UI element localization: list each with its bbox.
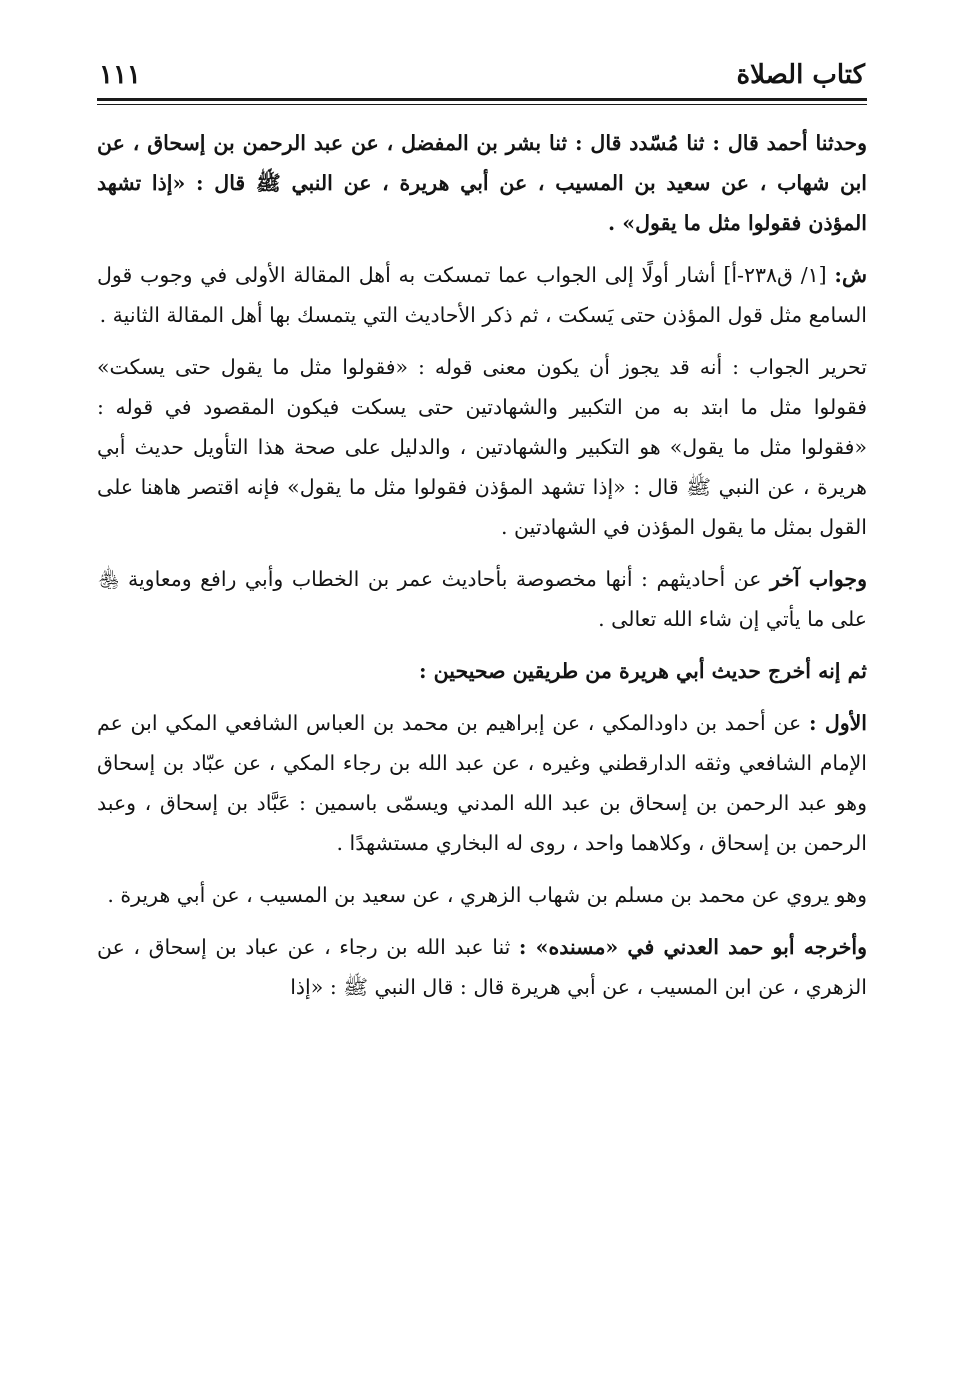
- first-route-text: عن أحمد بن داودالمكي ، عن إبراهيم بن محمد بن العباس الشافعي المكي ابن عم الإمام الشافعي وثقه الدارقطني وغيره ، عن عبد الله بن رجاء المكي ، عن عبّاد بن إسحاق وهو عبد الرحمن بن إسحاق بن عبد الله المدني ويسمّى باسمين : عَبَّاد بن إسحاق ، وعبد الرحمن بن إسحاق ، وكلاهما واحد ، روى له البخاري مستشهدًا .: [97, 711, 867, 855]
- adani-paragraph: [97, 927, 867, 1007]
- second-answer-lead: وجواب آخر: [770, 567, 867, 591]
- first-route-paragraph: [97, 703, 867, 863]
- commentary-text: [١/ ق٢٣٨-أ] أشار أولًا إلى الجواب عما تمسكت به أهل المقالة الأولى في وجوب قول السامع مثل قول المؤذن حتى يَسكت ، ثم ذكر الأحاديث التي يتمسك بها أهل المقالة الثانية .: [97, 263, 867, 327]
- answer-paragraph: تحرير الجواب : أنه قد يجوز أن يكون معنى قوله : «فقولوا مثل ما يقول حتى يسكت» فقولوا مثل ما ابتد به من التكبير والشهادتين حتى يسكت فيكون المقصود في قوله : «فقولوا مثل ما يقول» هو التكبير والشهادتين ، والدليل على صحة هذا التأويل حديث أبي هريرة ، عن النبي ﷺ قال : «إذا تشهد المؤذن فقولوا مثل ما يقول» فإنه اقتصر هاهنا على القول بمثل ما يقول المؤذن في الشهادتين .: [97, 355, 867, 539]
- hadith-paragraph: وحدثنا أحمد قال : ثنا مُسّدد قال : ثنا بشر بن المفضل ، عن عبد الرحمن بن إسحاق ، عن ابن شهاب ، عن سعيد بن المسيب ، عن أبي هريرة ، عن النبي ﷺ قال : «إذا تشهد المؤذن فقولوا مثل ما يقول» .: [97, 131, 867, 235]
- adani-text: ثنا عبد الله بن رجاء ، عن عباد بن إسحاق ، عن الزهري ، عن ابن المسيب ، عن أبي هريرة قال : قال النبي ﷺ : «إذا: [97, 935, 867, 999]
- commentary-paragraph: [97, 255, 867, 335]
- book-title: كتاب الصلاة: [736, 60, 865, 90]
- header-rule-thick: [97, 98, 867, 101]
- second-answer-paragraph: [97, 559, 867, 639]
- page-number: ١١١: [99, 60, 141, 90]
- header-rule-thin: [97, 104, 867, 105]
- book-page: [97, 50, 867, 1007]
- second-answer-text: عن أحاديثهم : أنها مخصوصة بأحاديث عمر بن الخطاب وأبي رافع ومعاوية ﵃ على ما يأتي إن شاء الله تعالى .: [97, 567, 867, 631]
- page-body: [97, 123, 867, 1007]
- section-heading: ثم إنه أخرج حديث أبي هريرة من طريقين صحيحين :: [418, 659, 867, 683]
- adani-lead: وأخرجه أبو حمد العدني في «مسنده» :: [518, 935, 867, 959]
- commentary-marker: ش:: [834, 263, 867, 287]
- first-route-lead: الأول :: [808, 711, 868, 735]
- narrator-paragraph: وهو يروي عن محمد بن مسلم بن شهاب الزهري ، عن سعيد بن المسيب ، عن أبي هريرة .: [107, 883, 867, 907]
- running-header: [97, 50, 867, 96]
